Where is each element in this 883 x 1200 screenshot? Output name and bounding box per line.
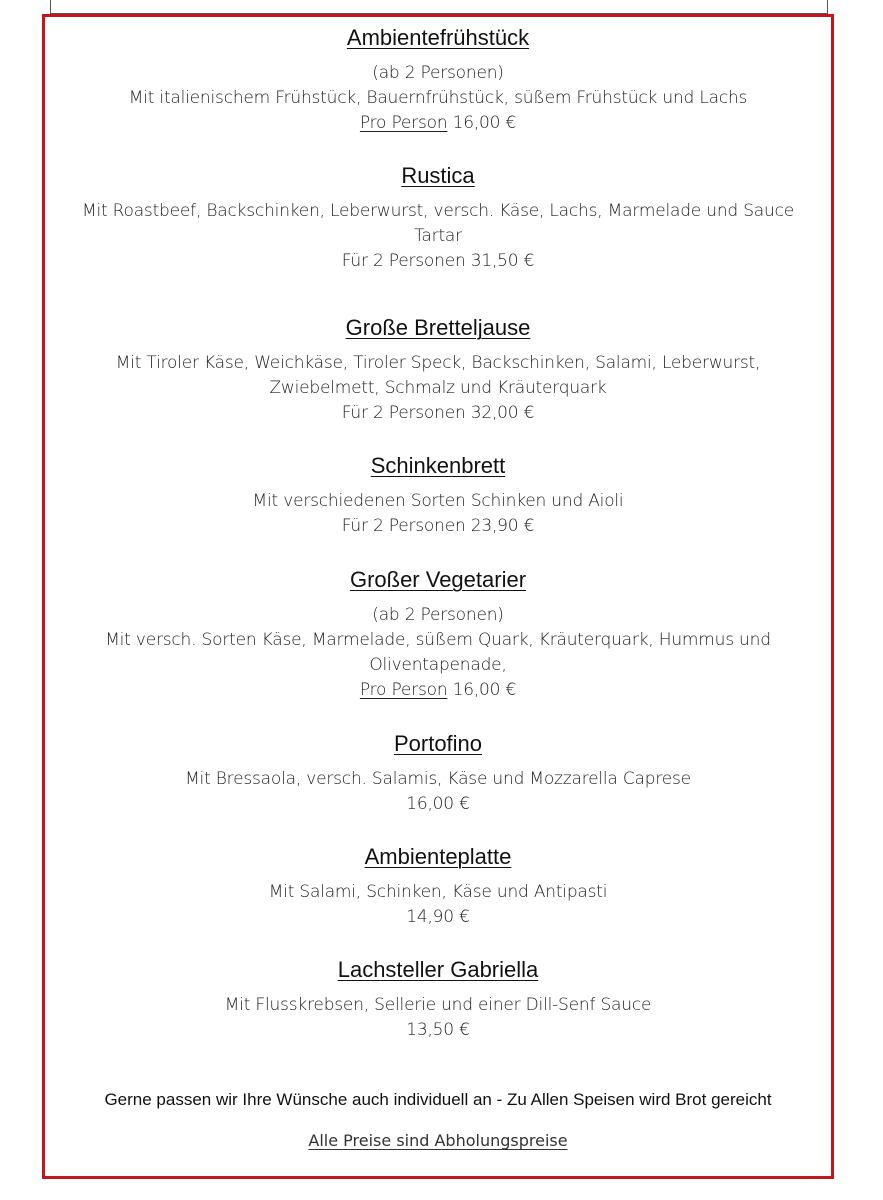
menu-item-schinkenbrett — [65, 453, 811, 539]
menu-item-title: Rustica — [401, 163, 475, 188]
menu-item-rustica — [65, 163, 811, 274]
menu-item-description-cont: Tartar — [414, 226, 462, 246]
menu-item-description: Mit Tiroler Käse, Weichkäse, Tiroler Speck, Backschinken, Salami, Leberwurst, — [115, 353, 761, 373]
bread-note: Gerne passen wir Ihre Wünsche auch individuell an - Zu Allen Speisen wird Brot gereicht — [104, 1090, 772, 1109]
menu-item-title: Lachsteller Gabriella — [337, 957, 539, 982]
menu-item-price: 16,00 € — [452, 680, 517, 700]
menu-item-title: Portofino — [393, 731, 483, 756]
menu-item-title: Schinkenbrett — [370, 453, 506, 478]
menu-item-description: Mit verschiedenen Sorten Schinken und Aioli — [252, 491, 624, 511]
menu-item-price: Für 2 Personen 32,00 € — [341, 403, 535, 423]
menu-item-price: Für 2 Personen 23,90 € — [341, 516, 535, 536]
menu-item-title: Ambientefrühstück — [346, 25, 530, 50]
menu-item-price-line — [65, 678, 811, 703]
menu-item-note: (ab 2 Personen) — [372, 605, 504, 625]
menu-item-description: Mit italienischem Frühstück, Bauernfrühstück, süßem Frühstück und Lachs — [128, 88, 748, 108]
menu-item-price: 13,50 € — [406, 1020, 470, 1040]
menu-item-title: Ambienteplatte — [364, 844, 512, 869]
menu-item-price: 14,90 € — [406, 907, 470, 927]
menu-item-portofino — [65, 731, 811, 817]
menu-item-description: Mit Flusskrebsen, Sellerie und einer Dill-Senf Sauce — [224, 995, 652, 1015]
menu-item-title: Große Bretteljause — [345, 315, 531, 340]
menu-item-lachsteller-gabriella — [65, 957, 811, 1043]
price-prefix: Pro Person — [359, 680, 448, 700]
menu-item-ambienteplatte — [65, 844, 811, 930]
previous-page-edge — [50, 0, 828, 14]
menu-item-note: (ab 2 Personen) — [372, 63, 504, 83]
menu-item-price: Für 2 Personen 31,50 € — [341, 251, 535, 271]
menu-item-description-cont: Oliventapenade, — [369, 655, 507, 675]
menu-item-description: Mit Salami, Schinken, Käse und Antipasti — [268, 882, 608, 902]
menu-item-price-line — [65, 111, 811, 136]
pickup-prices-note: Alle Preise sind Abholungspreise — [308, 1131, 568, 1150]
menu-item-description: Mit versch. Sorten Käse, Marmelade, süßem Quark, Kräuterquark, Hummus und — [105, 630, 771, 650]
price-prefix: Pro Person — [359, 113, 448, 133]
menu-item-description: Mit Roastbeef, Backschinken, Leberwurst, versch. Käse, Lachs, Marmelade und Sauce — [82, 201, 794, 221]
menu-frame — [42, 14, 834, 1179]
menu-item-grosser-vegetarier — [65, 567, 811, 703]
menu-item-price: 16,00 € — [406, 794, 470, 814]
menu-item-grosse-bretteljause — [65, 315, 811, 426]
menu-item-price: 16,00 € — [452, 113, 517, 133]
menu-item-title: Großer Vegetarier — [349, 567, 527, 592]
menu-item-description-cont: Zwiebelmett, Schmalz und Kräuterquark — [269, 378, 607, 398]
menu-item-description: Mit Bressaola, versch. Salamis, Käse und Mozzarella Caprese — [185, 769, 691, 789]
menu-item-ambientefruehstueck — [65, 25, 811, 136]
